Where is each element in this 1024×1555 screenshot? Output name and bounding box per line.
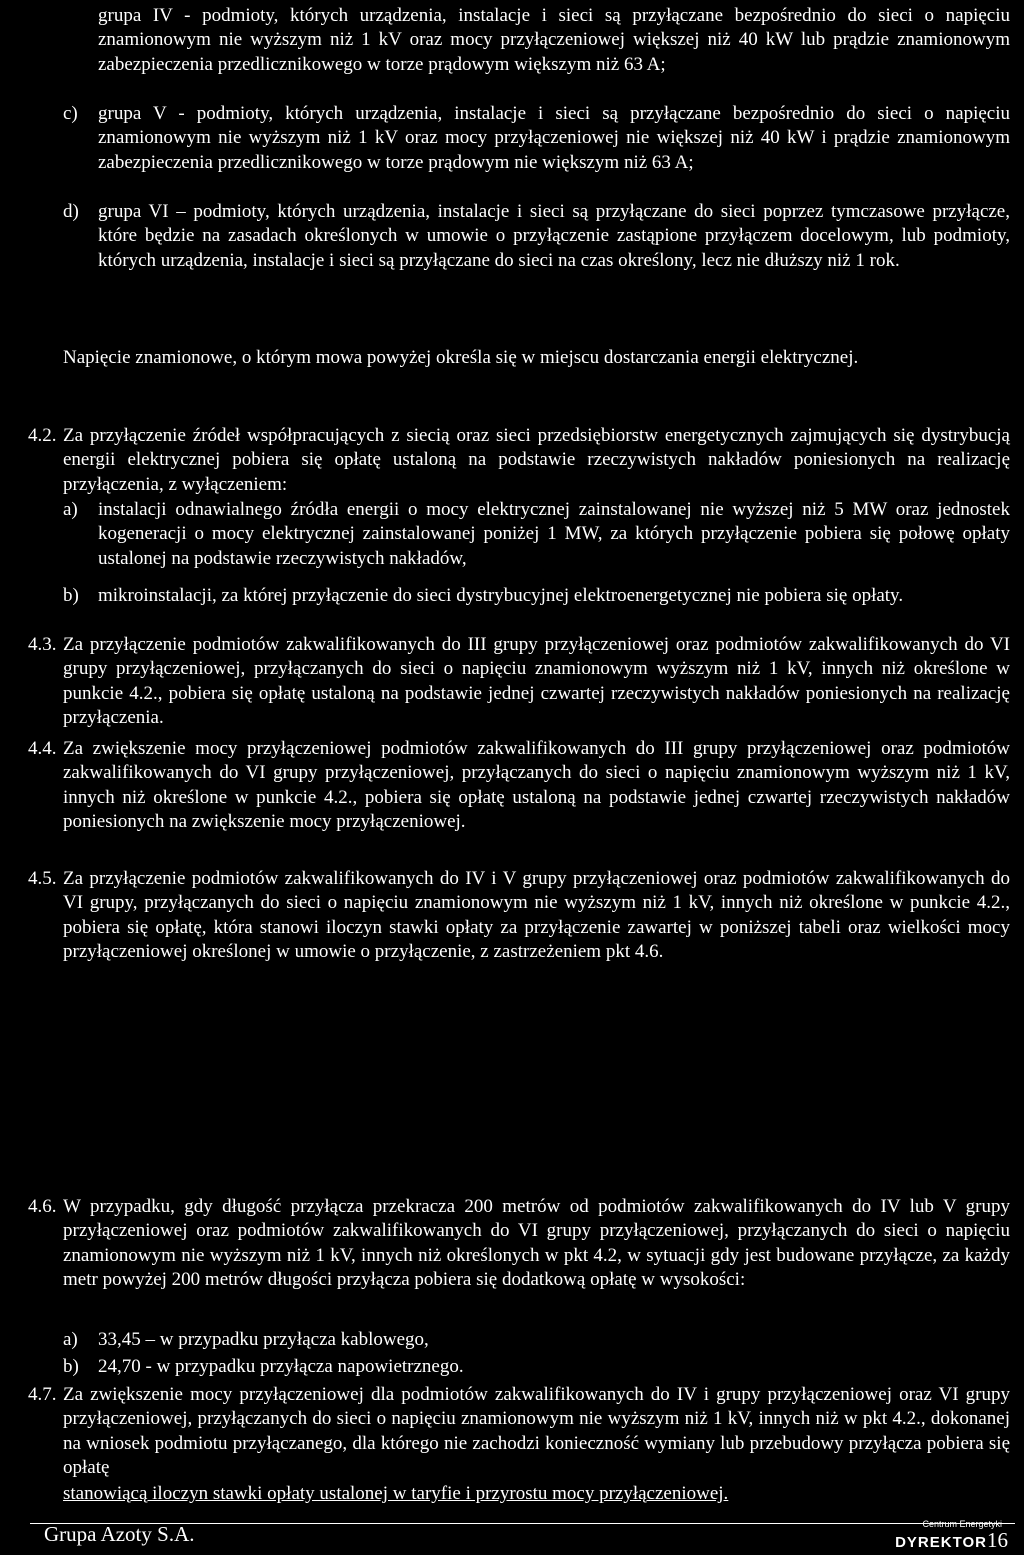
item-d-label: d) — [63, 201, 79, 222]
section-4-2-text: Za przyłączenie źródeł współpracujących z siecią oraz sieci przedsiębiorstw energetycznych zajmujących się dystrybucją energii elektrycznej pobiera się opłatę ustaloną na podstawie rzeczywistych nakładów poniesionych na realizację przyłączenia, z wyłączeniem: — [63, 425, 1010, 495]
stamp-title: DYREKTOR — [895, 1534, 987, 1551]
section-4-2-b-text: mikroinstalacji, za której przyłączenie do sieci dystrybucyjnej elektroenergetycznej nie pobiera się opłaty. — [98, 585, 904, 606]
voltage-note: Napięcie znamionowe, o którym mowa powyżej określa się w miejscu dostarczania energii elektrycznej. — [63, 347, 859, 368]
section-4-2-b-label: b) — [63, 585, 79, 606]
section-4-3-number: 4.3. — [28, 634, 57, 655]
section-4-3-text: Za przyłączenie podmiotów zakwalifikowanych do III grupy przyłączeniowej oraz podmiotów zakwalifikowanych do VI grupy przyłączeniowej, przyłączanych do sieci o napięciu znamionowym wyższym niż 1 kV, innych niż określone w punkcie 4.2., pobiera się opłatę ustaloną na podstawie jednej czwartej rzeczywistych nakładów poniesionych na realizację przyłączenia. — [63, 634, 1010, 728]
page-number: 16 — [987, 1528, 1008, 1552]
section-4-6-a-label: a) — [63, 1329, 78, 1350]
group-iv-continuation: grupa IV - podmioty, których urządzenia, instalacje i sieci są przyłączane bezpośrednio do sieci o napięciu znamionowym nie wyższym niż 1 kV oraz mocy przyłączeniowej większej niż 40 kW lub prądzie znamionowym zabezpieczenia przedlicznikowego w torze prądowym większym niż 63 A; — [98, 5, 1010, 75]
item-c-text: grupa V - podmioty, których urządzenia, instalacje i sieci są przyłączane bezpośrednio do sieci o napięciu znamionowym nie wyższym niż 1 kV oraz mocy przyłączeniowej nie większej niż 40 kW i prądzie znamionowym zabezpieczenia przedlicznikowego w torze prądowym nie większym niż 63 A; — [98, 103, 1010, 173]
section-4-7-text: Za zwiększenie mocy przyłączeniowej dla podmiotów zakwalifikowanych do IV i grupy przyłączeniowej oraz VI grupy przyłączeniowej, przyłączanych do sieci o napięciu znamionowym nie wyższym niż 1 kV, innych niż w pkt 4.2., dokonanej na wniosek podmiotu przyłączanego, dla którego nie zachodzi konieczność wymiany lub przebudowy przyłącza pobiera się opłatę — [63, 1384, 1010, 1478]
footer-stamp-and-page — [895, 1528, 1008, 1555]
section-4-2-a-text: instalacji odnawialnego źródła energii o mocy elektrycznej zainstalowanej nie wyższej niż 5 MW oraz jednostek kogeneracji o mocy elektrycznej zainstalowanej poniżej 1 MW, za których przyłączenie pobiera się połowę opłaty ustalonej na podstawie rzeczywistych nakładów, — [98, 499, 1010, 569]
item-d-text: grupa VI – podmioty, których urządzenia, instalacje i sieci są przyłączane do sieci poprzez tymczasowe przyłącze, które będzie na zasadach określonych w umowie o przyłączenie zastąpione przyłączem docelowym, lub podmioty, których urządzenia, instalacje i sieci są przyłączane do sieci na czas określony, lecz nie dłuższy niż 1 rok. — [98, 201, 1010, 271]
section-4-6-b-label: b) — [63, 1356, 79, 1377]
section-4-6-a-text: 33,45 – w przypadku przyłącza kablowego, — [98, 1329, 429, 1350]
section-4-2-a-label: a) — [63, 499, 78, 520]
stamp-label: Centrum Energetyki — [922, 1519, 1002, 1529]
section-4-4-number: 4.4. — [28, 738, 57, 759]
section-4-4-text: Za zwiększenie mocy przyłączeniowej podmiotów zakwalifikowanych do III grupy przyłączeniowej oraz podmiotów zakwalifikowanych do VI grupy przyłączeniowej, przyłączanych do sieci o napięciu znamionowym wyższym niż 1 kV, innych niż określone w punkcie 4.2., pobiera się opłatę ustaloną na podstawie jednej czwartej rzeczywistych nakładów poniesionych na zwiększenie mocy przyłączeniowej. — [63, 738, 1010, 832]
section-4-7-number: 4.7. — [28, 1384, 57, 1405]
section-4-2-number: 4.2. — [28, 425, 57, 446]
section-4-5-number: 4.5. — [28, 868, 57, 889]
section-4-6-text: W przypadku, gdy długość przyłącza przekracza 200 metrów od podmiotów zakwalifikowanych do IV lub V grupy przyłączeniowej oraz podmiotów zakwalifikowanych do VI grupy przyłączeniowej, przyłączanych do sieci o napięciu znamionowym nie wyższym niż 1 kV, innych niż określonych w pkt 4.2, w sytuacji gdy jest budowane przyłącze, za każdy metr powyżej 200 metrów długości przyłącza pobiera się dodatkową opłatę w wysokości: — [63, 1196, 1010, 1290]
item-c-label: c) — [63, 103, 78, 124]
section-4-5-text: Za przyłączenie podmiotów zakwalifikowanych do IV i V grupy przyłączeniowej oraz podmiotów zakwalifikowanych do VI grupy, przyłączanych do sieci o napięciu znamionowym nie wyższym niż 1 kV, innych niż określone w punkcie 4.2., pobiera się opłatę, która stanowi iloczyn stawki opłaty za przyłączenie zawartej w poniższej tabeli oraz wielkości mocy przyłączeniowej określonej w umowie o przyłączenie, z zastrzeżeniem pkt 4.6. — [63, 868, 1010, 962]
section-4-6-b-text: 24,70 - w przypadku przyłącza napowietrznego. — [98, 1356, 464, 1377]
section-4-7-last-line: stanowiącą iloczyn stawki opłaty ustalonej w taryfie i przyrostu mocy przyłączeniowej. — [63, 1483, 729, 1504]
section-4-6-number: 4.6. — [28, 1196, 57, 1217]
footer-company: Grupa Azoty S.A. — [44, 1522, 195, 1546]
